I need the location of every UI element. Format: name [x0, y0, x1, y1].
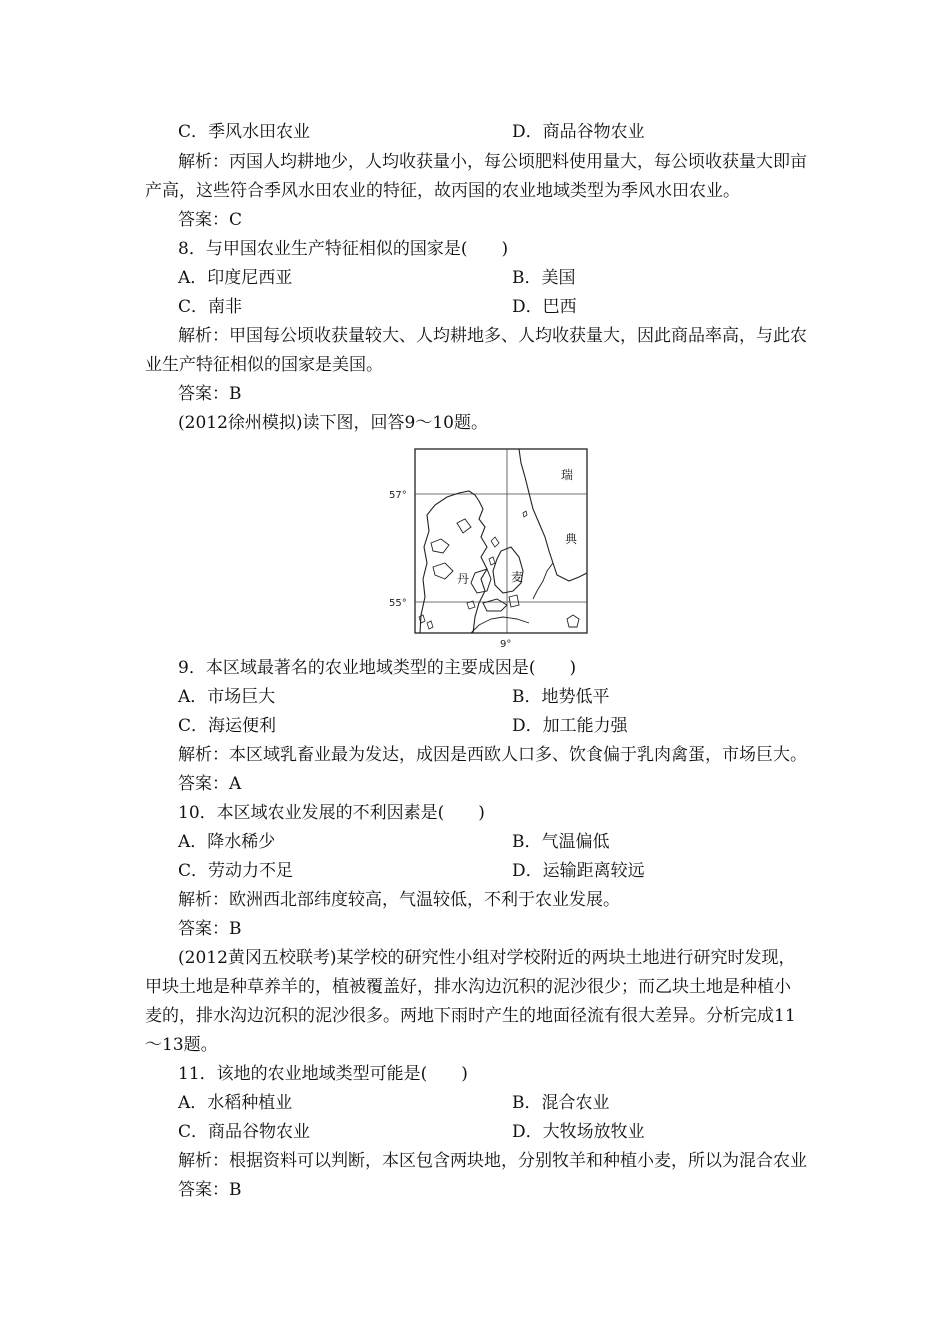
question-intro: 麦的，排水沟边沉积的泥沙很多。两地下雨时产生的地面径流有很大差异。分析完成11 [145, 1006, 796, 1026]
option-c: C．季风水田农业 [178, 122, 311, 142]
answer-text: 答案：B [178, 919, 242, 939]
explanation-text: 解析：欧洲西北部纬度较高，气温较低，不利于农业发展。 [178, 890, 620, 910]
option-a: A．降水稀少 [178, 832, 276, 852]
option-c: C．海运便利 [178, 716, 277, 736]
question-intro: 甲块土地是种草养羊的，植被覆盖好，排水沟边沉积的泥沙很少；而乙块土地是种植小 [145, 977, 791, 997]
explanation-text: 产高，这些符合季风水田农业的特征，故丙国的农业地域类型为季风水田农业。 [145, 181, 740, 201]
latitude-57-label: 57° [389, 490, 407, 501]
option-b: B．气温偏低 [512, 832, 610, 852]
question-8: 8．与甲国农业生产特征相似的国家是( ) [178, 239, 509, 259]
question-intro: (2012黄冈五校联考)某学校的研究性小组对学校附近的两块土地进行研究时发现， [178, 948, 796, 968]
question-11: 11．该地的农业地域类型可能是( ) [178, 1064, 468, 1084]
explanation-text: 解析：本区域乳畜业最为发达，成因是西欧人口多、饮食偏于乳肉禽蛋，市场巨大。 [178, 745, 807, 765]
sweden-label-2: 典 [565, 532, 578, 546]
explanation-text: 解析：丙国人均耕地少，人均收获量小，每公顷肥料使用量大，每公顷收获量大即亩 [178, 152, 807, 172]
denmark-label-1: 丹 [457, 572, 470, 586]
longitude-9-label: 9° [500, 639, 512, 650]
option-a: A．印度尼西亚 [178, 268, 293, 288]
answer-text: 答案：A [178, 774, 242, 794]
explanation-text: 解析：根据资料可以判断，本区包含两块地，分别牧羊和种植小麦，所以为混合农业 [178, 1151, 807, 1171]
explanation-text: 解析：甲国每公顷收获量较大、人均耕地多、人均收获量大，因此商品率高，与此农 [178, 326, 807, 346]
question-intro: ～13题。 [145, 1035, 218, 1055]
answer-text: 答案：B [178, 1180, 242, 1200]
option-d: D．加工能力强 [512, 716, 628, 736]
explanation-text: 业生产特征相似的国家是美国。 [145, 355, 383, 375]
option-b: B．地势低平 [512, 687, 610, 707]
option-d: D．商品谷物农业 [512, 122, 645, 142]
question-intro: (2012徐州模拟)读下图，回答9～10题。 [178, 413, 488, 433]
latitude-55-label: 55° [389, 598, 407, 609]
option-d: D．运输距离较远 [512, 861, 645, 881]
option-c: C．商品谷物农业 [178, 1122, 311, 1142]
question-9: 9．本区域最著名的农业地域类型的主要成因是( ) [178, 658, 577, 678]
option-a: A．市场巨大 [178, 687, 276, 707]
option-c: C．南非 [178, 297, 243, 317]
answer-text: 答案：B [178, 384, 242, 404]
option-d: D．巴西 [512, 297, 577, 317]
answer-text: 答案：C [178, 210, 243, 230]
option-a: A．水稻种植业 [178, 1093, 293, 1113]
denmark-map [383, 447, 593, 652]
option-b: B．混合农业 [512, 1093, 610, 1113]
sweden-label-1: 瑞 [561, 468, 574, 482]
option-c: C．劳动力不足 [178, 861, 294, 881]
question-10: 10．本区域农业发展的不利因素是( ) [178, 803, 485, 823]
option-d: D．大牧场放牧业 [512, 1122, 645, 1142]
option-b: B．美国 [512, 268, 576, 288]
denmark-label-2: 麦 [511, 570, 524, 584]
